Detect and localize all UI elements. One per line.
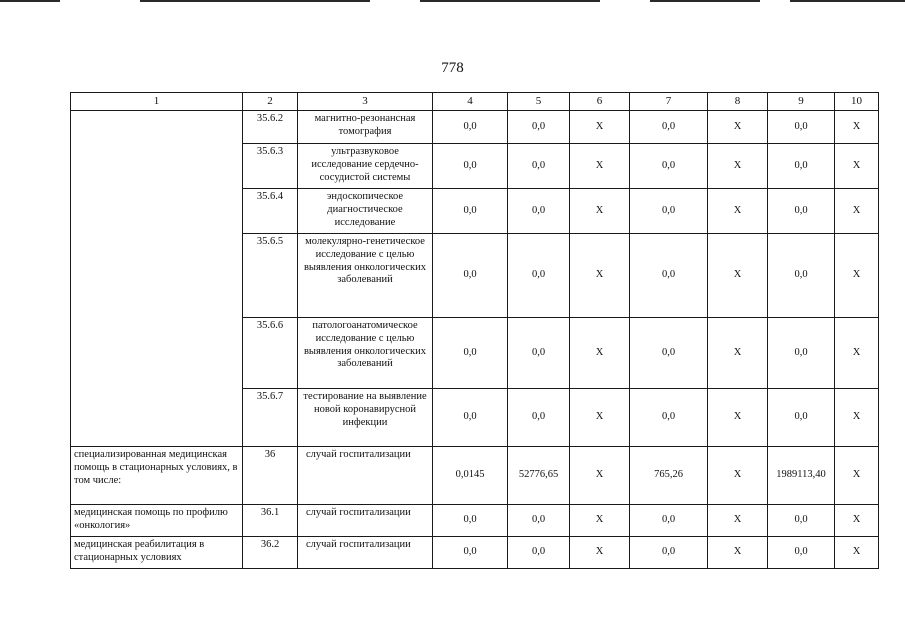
cell-value: 0,0 (508, 111, 570, 144)
row-code: 35.6.7 (243, 389, 298, 447)
cell-value: X (835, 189, 879, 234)
cell-value: 0,0 (768, 144, 835, 189)
cell-value: 0,0 (508, 144, 570, 189)
table-row (71, 111, 879, 144)
cell-value: X (708, 389, 768, 447)
cell-value: X (708, 234, 768, 318)
column-header: 2 (243, 93, 298, 111)
cell-value: 1989113,40 (768, 447, 835, 505)
cell-value: 0,0 (433, 111, 508, 144)
cell-value: X (835, 389, 879, 447)
cell-value: 0,0 (508, 318, 570, 389)
scan-edge-line (0, 0, 60, 2)
cell-value: 0,0 (508, 537, 570, 569)
row-code: 35.6.3 (243, 144, 298, 189)
cell-value: X (570, 537, 630, 569)
cell-value: X (835, 144, 879, 189)
cell-value: 0,0 (508, 234, 570, 318)
cell-value: 0,0 (508, 189, 570, 234)
cell-value: X (708, 189, 768, 234)
scan-edge-line (140, 0, 370, 2)
cell-value: 0,0 (768, 111, 835, 144)
table-row (71, 505, 879, 537)
cell-value: 0,0 (630, 389, 708, 447)
row-code: 36 (243, 447, 298, 505)
row-code: 36.1 (243, 505, 298, 537)
cell-value: 0,0 (630, 189, 708, 234)
row-label: ультразвуковое исследование сердечно-сосудистой системы (298, 144, 433, 189)
row-name: медицинская помощь по профилю «онкология» (71, 505, 243, 537)
row-label: магнитно-резонансная томография (298, 111, 433, 144)
cell-value: 0,0 (630, 111, 708, 144)
row-name: медицинская реабилитация в стационарных условиях (71, 537, 243, 569)
cell-value: 0,0 (768, 318, 835, 389)
row-name: специализированная медицинская помощь в стационарных условиях, в том числе: (71, 447, 243, 505)
row-code: 36.2 (243, 537, 298, 569)
cell-value: X (570, 234, 630, 318)
cell-value: 0,0 (630, 144, 708, 189)
cell-value: X (708, 111, 768, 144)
row-label: тестирование на выявление новой коронавирусной инфекции (298, 389, 433, 447)
cell-value: X (835, 505, 879, 537)
table-row (71, 447, 879, 505)
column-header: 1 (71, 93, 243, 111)
cell-value: X (708, 537, 768, 569)
cell-value: 0,0 (768, 389, 835, 447)
cell-value: 0,0 (433, 189, 508, 234)
column-header: 8 (708, 93, 768, 111)
cell-value: 0,0 (508, 389, 570, 447)
row-label: молекулярно-генетическое исследование с целью выявления онкологических заболеваний (298, 234, 433, 318)
column-header: 10 (835, 93, 879, 111)
cell-value: X (708, 505, 768, 537)
cell-value: 0,0 (630, 234, 708, 318)
table-header-row (71, 93, 879, 111)
cell-value: X (835, 234, 879, 318)
cell-value: 0,0 (768, 189, 835, 234)
cell-value: X (570, 505, 630, 537)
cell-value: X (708, 144, 768, 189)
row-label: эндоскопическое диагностическое исследование (298, 189, 433, 234)
cell-value: X (570, 144, 630, 189)
cell-value: 0,0 (433, 389, 508, 447)
column-header: 6 (570, 93, 630, 111)
scan-edge-line (790, 0, 905, 2)
column-header: 7 (630, 93, 708, 111)
cell-value: X (570, 111, 630, 144)
cell-value: 52776,65 (508, 447, 570, 505)
cell-value: 0,0 (768, 234, 835, 318)
data-table (70, 92, 879, 569)
row-unit: случай госпитализации (298, 447, 433, 505)
column-header: 9 (768, 93, 835, 111)
row-unit: случай госпитализации (298, 537, 433, 569)
cell-value: X (835, 111, 879, 144)
cell-value: 0,0 (433, 537, 508, 569)
cell-value: 0,0 (768, 505, 835, 537)
row-unit: случай госпитализации (298, 505, 433, 537)
row-name-empty (71, 111, 243, 447)
row-code: 35.6.4 (243, 189, 298, 234)
row-code: 35.6.6 (243, 318, 298, 389)
cell-value: X (708, 318, 768, 389)
cell-value: 0,0 (433, 318, 508, 389)
cell-value: X (835, 318, 879, 389)
cell-value: 0,0 (508, 505, 570, 537)
cell-value: X (570, 447, 630, 505)
scan-edge-line (420, 0, 600, 2)
cell-value: X (570, 389, 630, 447)
scan-edge-line (650, 0, 760, 2)
cell-value: X (708, 447, 768, 505)
cell-value: X (835, 537, 879, 569)
table-row (71, 537, 879, 569)
cell-value: 765,26 (630, 447, 708, 505)
cell-value: 0,0 (433, 505, 508, 537)
cell-value: 0,0 (433, 234, 508, 318)
cell-value: 0,0145 (433, 447, 508, 505)
row-label: патологоанатомическое исследование с целью выявления онкологических заболеваний (298, 318, 433, 389)
cell-value: 0,0 (630, 505, 708, 537)
cell-value: 0,0 (630, 318, 708, 389)
column-header: 4 (433, 93, 508, 111)
row-code: 35.6.2 (243, 111, 298, 144)
cell-value: 0,0 (630, 537, 708, 569)
column-header: 3 (298, 93, 433, 111)
cell-value: X (570, 318, 630, 389)
cell-value: 0,0 (768, 537, 835, 569)
row-code: 35.6.5 (243, 234, 298, 318)
column-header: 5 (508, 93, 570, 111)
cell-value: X (570, 189, 630, 234)
cell-value: 0,0 (433, 144, 508, 189)
page-number: 778 (441, 60, 464, 76)
cell-value: X (835, 447, 879, 505)
